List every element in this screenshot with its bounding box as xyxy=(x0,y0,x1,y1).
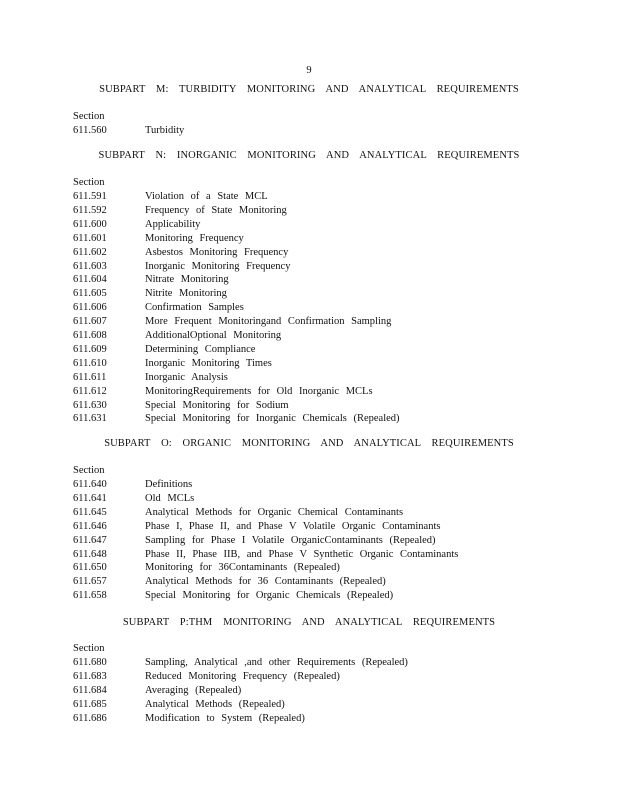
section-title: Asbestos Monitoring Frequency xyxy=(145,246,289,258)
section-number: 611.680 xyxy=(73,657,107,668)
section-title: MonitoringRequirements for Old Inorganic MCLs xyxy=(145,385,373,397)
section-title: Special Monitoring for Inorganic Chemicals (Repealed) xyxy=(145,413,400,425)
section-number: 611.605 xyxy=(73,288,107,300)
section-column-label: Section xyxy=(73,643,105,654)
section-title: Definitions xyxy=(145,479,193,490)
subpart-heading: SUBPART P:THM MONITORING AND ANALYTICAL REQUIREMENTS xyxy=(122,617,496,628)
section-number: 611.641 xyxy=(73,492,107,504)
section-title: Nitrite Monitoring xyxy=(145,288,227,300)
section-number: 611.645 xyxy=(73,506,107,518)
section-title: Determining Compliance xyxy=(145,343,256,355)
section-number: 611.591 xyxy=(73,191,107,202)
section-number: 611.686 xyxy=(73,712,107,724)
section-column-label: Section xyxy=(73,111,105,122)
section-number: 611.611 xyxy=(73,371,107,383)
section-title: Old MCLs xyxy=(145,492,195,504)
section-number: 611.592 xyxy=(73,204,107,216)
section-title: Confirmation Samples xyxy=(145,302,244,314)
section-title: More Frequent Monitoringand Confirmation Sampling xyxy=(145,316,392,328)
section-title: Phase II, Phase IIB, and Phase V Synthetic Organic Contaminants xyxy=(145,548,459,560)
section-title: Analytical Methods for 36 Contaminants (Repealed) xyxy=(145,576,386,588)
section-number: 611.602 xyxy=(73,246,107,258)
section-number: 611.604 xyxy=(73,274,107,286)
section-title: AdditionalOptional Monitoring xyxy=(145,330,282,341)
section-number: 611.612 xyxy=(73,385,107,397)
section-title: Inorganic Monitoring Times xyxy=(145,357,272,369)
page-number: 9 xyxy=(306,65,312,76)
section-column-label: Section xyxy=(73,465,105,476)
section-number: 611.683 xyxy=(73,670,107,682)
section-number: 611.606 xyxy=(73,302,107,314)
section-title: Modification to System (Repealed) xyxy=(145,712,305,724)
section-column-label: Section xyxy=(73,177,105,188)
section-number: 611.601 xyxy=(73,232,107,244)
section-number: 611.607 xyxy=(73,316,107,328)
section-title: Turbidity xyxy=(145,125,185,136)
subpart-heading: SUBPART O: ORGANIC MONITORING AND ANALYTICAL REQUIREMENTS xyxy=(104,438,514,449)
section-title: Frequency of State Monitoring xyxy=(145,204,287,216)
section-number: 611.658 xyxy=(73,590,107,602)
subpart-heading: SUBPART N: INORGANIC MONITORING AND ANALYTICAL REQUIREMENTS xyxy=(98,150,520,161)
section-title: Phase I, Phase II, and Phase V Volatile Organic Contaminants xyxy=(145,520,441,532)
section-number: 611.647 xyxy=(73,534,107,546)
section-title: Nitrate Monitoring xyxy=(145,274,229,286)
section-title: Special Monitoring for Organic Chemicals (Repealed) xyxy=(145,590,394,602)
section-number: 611.631 xyxy=(73,413,107,425)
section-number: 611.610 xyxy=(73,357,107,369)
section-title: Monitoring for 36Contaminants (Repealed) xyxy=(145,562,340,574)
section-number: 611.650 xyxy=(73,562,107,574)
section-number: 611.684 xyxy=(73,684,107,696)
section-title: Special Monitoring for Sodium xyxy=(145,399,289,411)
section-title: Analytical Methods (Repealed) xyxy=(145,698,285,710)
section-number: 611.640 xyxy=(73,479,107,490)
section-number: 611.657 xyxy=(73,576,107,588)
section-title: Inorganic Monitoring Frequency xyxy=(145,260,291,272)
section-title: Violation of a State MCL xyxy=(145,191,268,202)
section-title: Inorganic Analysis xyxy=(145,371,228,383)
section-title: Sampling, Analytical ,and other Requirements (Repealed) xyxy=(145,657,408,668)
section-number: 611.685 xyxy=(73,698,107,710)
section-title: Applicability xyxy=(145,218,201,230)
section-number: 611.600 xyxy=(73,218,107,230)
section-number: 611.608 xyxy=(73,330,107,341)
subpart-heading: SUBPART M: TURBIDITY MONITORING AND ANALYTICAL REQUIREMENTS xyxy=(99,84,519,95)
section-number: 611.648 xyxy=(73,548,107,560)
section-title: Reduced Monitoring Frequency (Repealed) xyxy=(145,670,340,682)
section-number: 611.609 xyxy=(73,343,107,355)
section-title: Monitoring Frequency xyxy=(145,232,244,244)
section-title: Averaging (Repealed) xyxy=(145,684,242,696)
section-title: Analytical Methods for Organic Chemical Contaminants xyxy=(145,506,404,518)
section-number: 611.646 xyxy=(73,520,107,532)
section-title: Sampling for Phase I Volatile OrganicContaminants (Repealed) xyxy=(145,534,436,546)
section-number: 611.630 xyxy=(73,399,107,411)
section-number: 611.603 xyxy=(73,260,107,272)
section-number: 611.560 xyxy=(73,125,107,136)
